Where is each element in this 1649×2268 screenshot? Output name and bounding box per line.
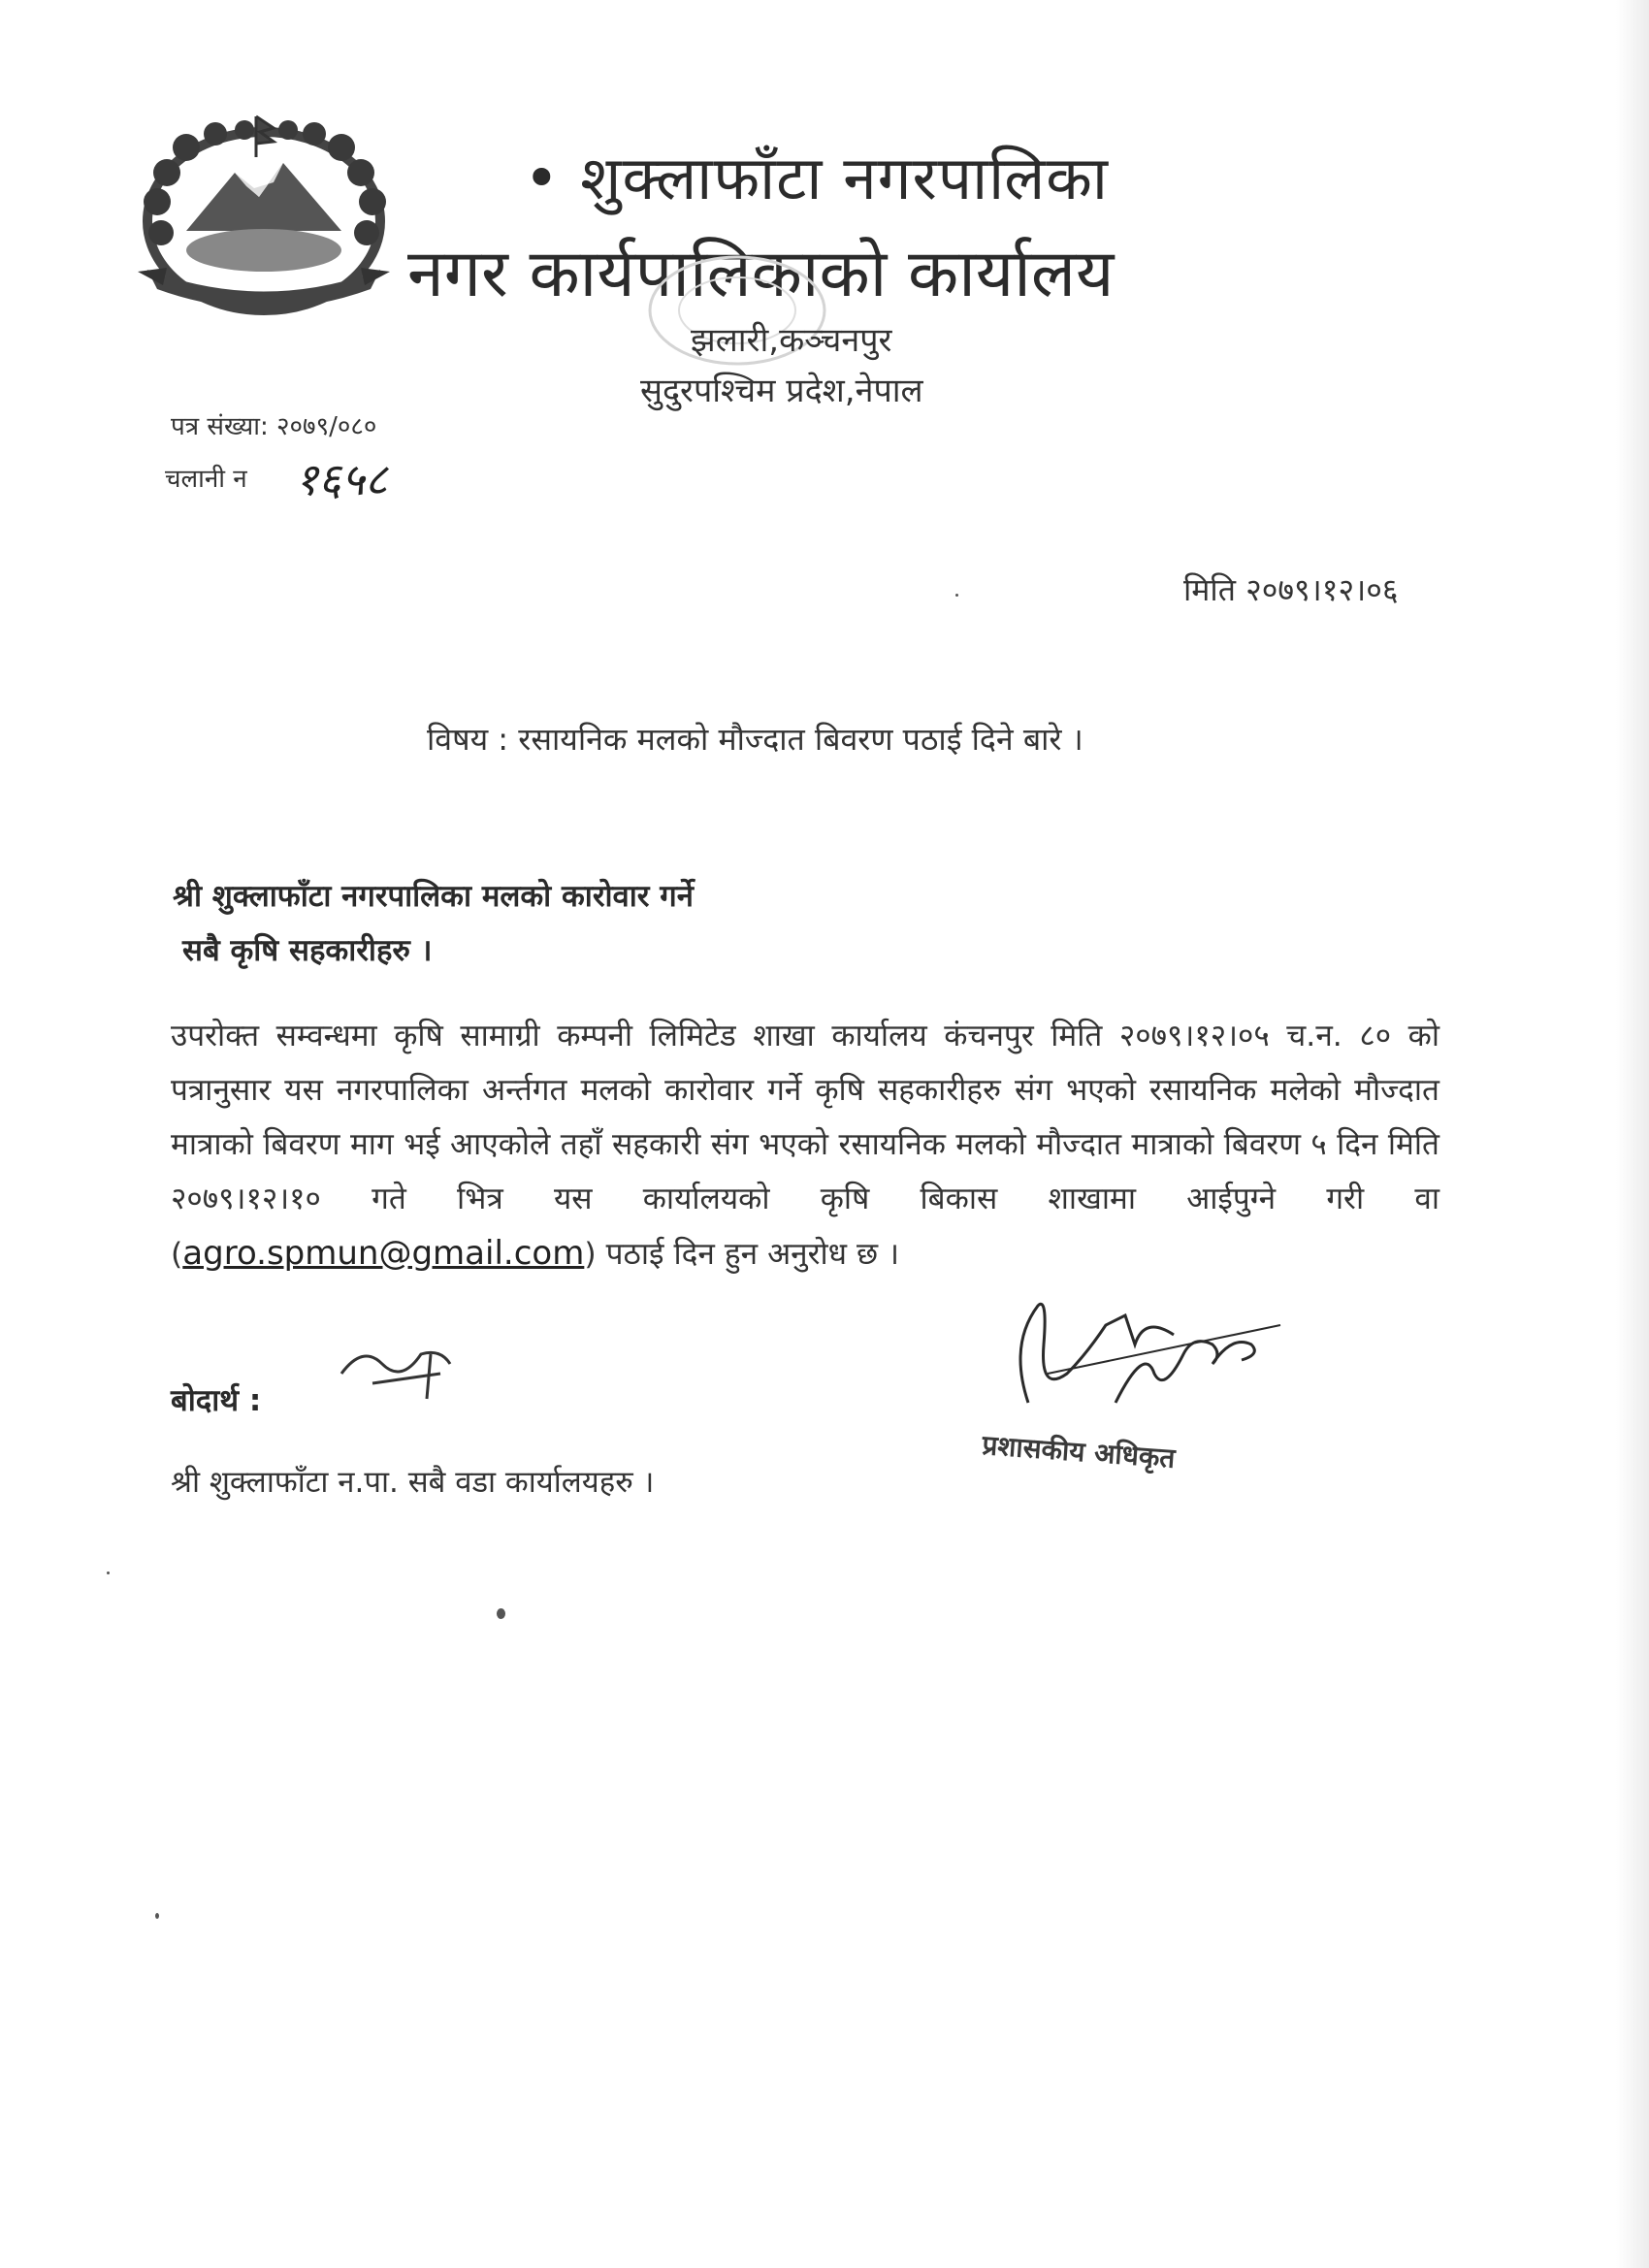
address-line-1: झलारी,कञ्चनपुर <box>691 321 892 360</box>
handwritten-signature-icon <box>989 1286 1290 1432</box>
reference-number: पत्र संख्या: २०७९/०८० <box>171 412 377 441</box>
cc-recipient: श्री शुक्लाफाँटा न.पा. सबै वडा कार्यालयहरु । <box>171 1465 655 1500</box>
scan-speck <box>497 1608 505 1619</box>
scan-edge-shadow <box>1616 0 1649 2268</box>
addressee <box>173 869 694 978</box>
chalani-label: चलानी न <box>165 465 247 494</box>
email-address: agro.spmun@gmail.com <box>182 1234 585 1273</box>
cc-label: बोदार्थ : <box>171 1383 262 1418</box>
scan-speck <box>955 594 958 597</box>
addressee-line-2: सबै कृषि सहकारीहरु । <box>182 933 433 968</box>
letter-body <box>171 1009 1439 1281</box>
chalani-number-handwritten: १६५८ <box>295 453 388 505</box>
letter-subject: विषय : रसायनिक मलको मौज्दात बिवरण पठाई दिने बारे । <box>427 721 1083 758</box>
office-name: नगर कार्यपालिकाको कार्यालय <box>407 236 1115 312</box>
addressee-line-1: श्री शुक्लाफाँटा नगरपालिका मलको कारोवार गर्ने <box>173 879 694 914</box>
body-text-before-email: उपरोक्त सम्वन्धमा कृषि सामाग्री कम्पनी लिमिटेड शाखा कार्यालय कंचनपुर मिति २०७९।१२।०५ च.न. ८० को पत्रानुसार यस नगरपालिका अर्न्तगत मलको कारोवार गर्ने कृषि सहकारीहरु संग भएको रसायनिक मलेको मौज्दात मात्राको बिवरण माग भई आएकोले तहाँ सहकारी संग भएको रसायनिक मलको मौज्दात मात्राको बिवरण ५ दिन मिति २०७९।१२।१० गते भित्र यस कार्यालयको कृषि बिकास शाखामा आईपुग्ने गरी वा ( <box>171 1019 1439 1272</box>
handwritten-initial-icon <box>334 1335 460 1403</box>
address-line-2: सुदुरपश्चिम प्रदेश,नेपाल <box>640 372 923 410</box>
scan-speck <box>155 1913 159 1919</box>
nepal-government-emblem-icon <box>128 105 409 318</box>
municipality-name: • शुक्लाफाँटा नगरपालिका <box>524 143 1109 213</box>
signatory-designation: प्रशासकीय अधिकृत <box>981 1428 1177 1474</box>
scan-speck <box>107 1571 110 1574</box>
letter-date: मिति २०७९।१२।०६ <box>1183 571 1399 608</box>
body-text-after-email: ) पठाई दिन हुन अनुरोध छ । <box>584 1237 900 1272</box>
